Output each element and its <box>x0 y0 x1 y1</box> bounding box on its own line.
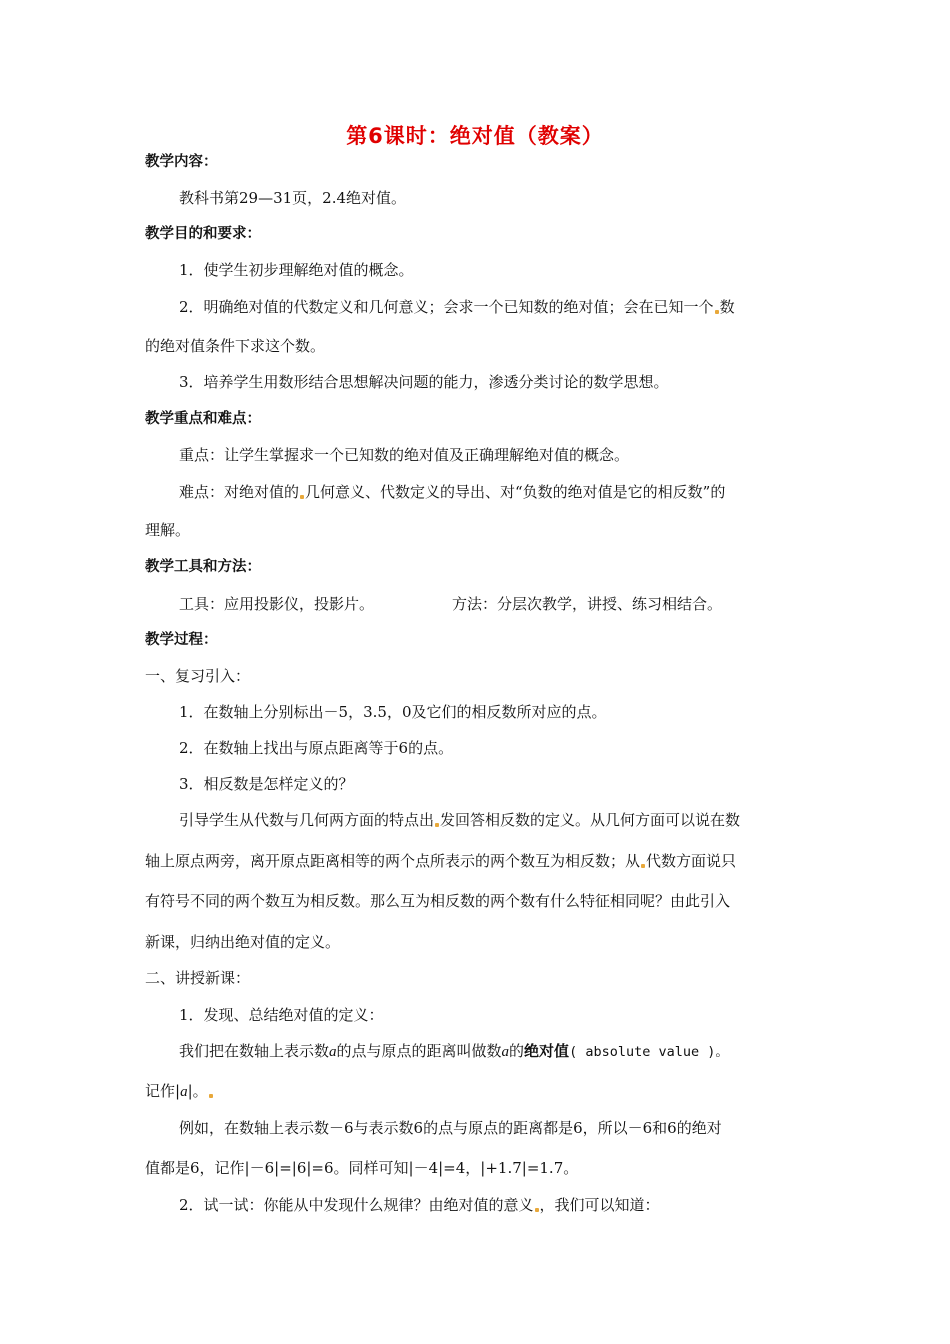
review-1: 1．在数轴上分别标出－5，3.5，0及它们的相反数所对应的点。 <box>179 703 607 721</box>
guide-line-4: 新课，归纳出绝对值的定义。 <box>145 933 341 951</box>
variable-a: a <box>501 1044 510 1060</box>
difficulty-b: 几何意义、代数定义的导出、对“负数的绝对值是它的相反数”的 <box>305 483 726 501</box>
review-heading: 一、复习引入： <box>145 667 251 685</box>
goal-2-text: 2．明确绝对值的代数定义和几何意义；会求一个已知数的绝对值；会在已知一个 <box>179 298 714 316</box>
new-1: 1．发现、总结绝对值的定义： <box>179 1006 384 1024</box>
guide-1a: 引导学生从代数与几何两方面的特点出 <box>179 811 435 829</box>
marker-dot <box>435 823 439 827</box>
process-heading: 教学过程： <box>145 632 218 648</box>
method-text: 方法：分层次教学，讲授、练习相结合。 <box>452 595 723 613</box>
goals-heading-text: 教学目的和要求： <box>145 226 261 242</box>
marker-dot <box>300 495 304 499</box>
guide-line-3: 有符号不同的两个数互为相反数。那么互为相反数的两个数有什么特征相同呢？由此引入 <box>145 892 731 910</box>
notation-a: 记作| <box>145 1082 181 1100</box>
difficulty-line-2: 理解。 <box>145 521 191 539</box>
term-english: ( absolute value )。 <box>569 1044 729 1060</box>
goal-3: 3．培养学生用数形结合思想解决问题的能力，渗透分类讨论的数学思想。 <box>179 373 669 391</box>
def-c: 的 <box>509 1042 525 1060</box>
notation-line <box>145 1081 214 1102</box>
example-line-2: 值都是6，记作|－6|=|6|=6。同样可知|－4|=4，|+1.7|=1.7。 <box>145 1159 579 1177</box>
variable-a: a <box>329 1044 337 1060</box>
marker-dot <box>535 1208 539 1212</box>
goal-1: 1．使学生初步理解绝对值的概念。 <box>179 261 414 279</box>
page-title: 第6课时：绝对值（教案） <box>346 124 604 148</box>
review-3: 3．相反数是怎样定义的？ <box>179 775 354 793</box>
tools-line <box>179 594 722 614</box>
guide-2a: 轴上原点两旁，离开原点距离相等的两个点所表示的两个数互为相反数；从 <box>145 852 641 870</box>
def-b: 的点与原点的距离叫做数 <box>336 1042 502 1060</box>
try-b: ，我们可以知道： <box>539 1196 660 1214</box>
definition-line <box>179 1041 729 1062</box>
content-heading: 教学内容： <box>145 154 218 170</box>
guide-2b: 代数方面说只 <box>646 852 737 870</box>
difficulty-a: 难点：对绝对值的 <box>179 483 300 501</box>
marker-dot <box>209 1094 213 1098</box>
goal-2-end: 数 <box>719 298 735 316</box>
content-text: 教科书第29—31页，2.4绝对值。 <box>179 189 407 207</box>
marker-dot <box>641 864 645 868</box>
def-a: 我们把在数轴上表示数 <box>179 1042 330 1060</box>
marker-dot <box>715 310 719 314</box>
key-heading: 教学重点和难点： <box>145 411 261 427</box>
guide-line-1 <box>179 810 740 830</box>
goal-2-line-1 <box>179 297 735 317</box>
try-a: 2．试一试：你能从中发现什么规律？由绝对值的意义 <box>179 1196 534 1214</box>
try-line <box>179 1195 660 1215</box>
new-heading: 二、讲授新课： <box>145 969 251 987</box>
guide-line-2 <box>145 851 736 871</box>
difficulty-line-1 <box>179 482 725 502</box>
tools-heading: 教学工具和方法： <box>145 559 261 575</box>
key-point: 重点：让学生掌握求一个已知数的绝对值及正确理解绝对值的概念。 <box>179 446 630 464</box>
review-2: 2．在数轴上找出与原点距离等于6的点。 <box>179 739 454 757</box>
tools-text: 工具：应用投影仪，投影片。 <box>179 595 375 613</box>
goals-heading <box>145 224 261 244</box>
term-absolute-value: 绝对值 <box>524 1042 570 1060</box>
goal-2-line-2: 的绝对值条件下求这个数。 <box>145 337 326 355</box>
variable-a: a <box>180 1084 188 1100</box>
example-line-1: 例如，在数轴上表示数－6与表示数6的点与原点的距离都是6，所以－6和6的绝对 <box>179 1119 722 1137</box>
notation-b: |。 <box>187 1082 208 1100</box>
guide-1b: 发回答相反数的定义。从几何方面可以说在数 <box>440 811 741 829</box>
